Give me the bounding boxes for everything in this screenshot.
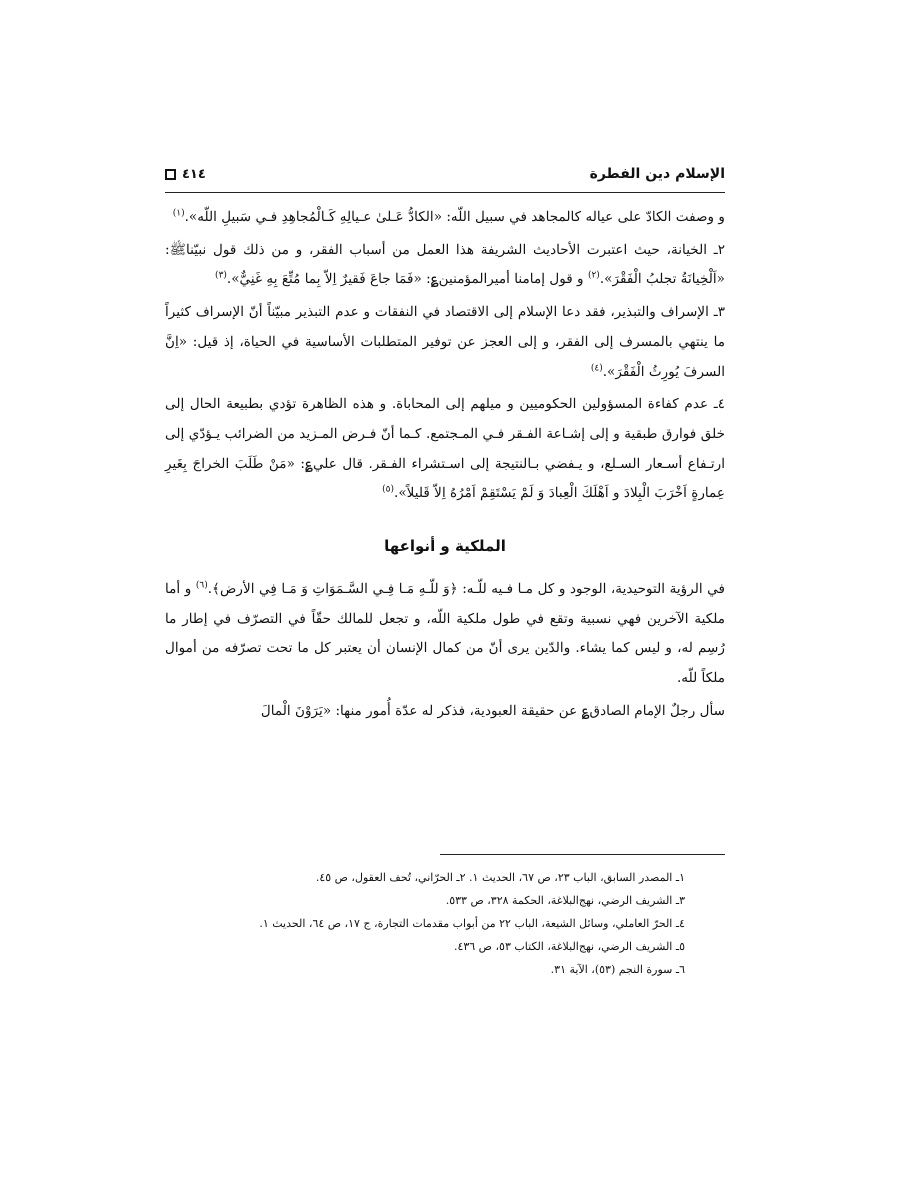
paragraph-2 [165,236,725,295]
footnote-ref-1: (١) [172,208,185,219]
paragraph-1-text: و وصفت الكادّ على عياله كالمجاهد في سبيل اللّه: «الكادُّ عَـلىٰ عـيالِهِ كَـالْمُجاهِدِ فـي سَبيلِ اللّه». [184,209,725,225]
paragraph-2-text-2: و قول إمامنا أميرالمؤمنين؏: «فَمَا جاعَ فَقيرٌ اِلاّ بِما مُتِّعَ بِهِ غَنِيٌّ». [226,271,588,288]
paragraph-5 [165,575,725,694]
paragraph-4-text: ٤ـ عدم كفاءة المسؤولين الحكوميين و ميلهم إلى المحاباة. و هذه الظاهرة تؤدي بطبيعة الحال إلى خلق فوارق طبقية و إلى إشـاعة الفـقر فـي المـجتمع. كـما أنّ فـرض المـزيد من الضرائب يـؤدّي إلى ارتـفاع أسـعار السـلع، و يـفضي بـالنتيجة إلى اسـتشراء الفـقر. قال علي؏: «مَنْ طَلَبَ الخراجَ بِغَيرِ عِمارةٍ اَخْرَبَ الْبِلادَ و اَهْلَكَ الْعِبادَ وَ لَمْ يَسْتَقِمْ اَمْرُهُ اِلاّ قَليلاً». [165,396,725,502]
page-number-block [165,167,206,182]
paragraph-1 [165,203,725,233]
footnote-line: ٣ـ الشريف الرضي، نهج‌البلاغة، الحكمة ٣٢٨، ص ٥٣٣. [445,894,685,907]
book-page [165,0,725,1200]
page-header [165,161,725,187]
footnote-ref-5: (٥) [382,484,395,495]
footnote-ref-2: (٢) [587,270,600,281]
footnote-line: ٥ـ الشريف الرضي، نهج‌البلاغة، الكتاب ٥٣، ص ٤٣٦. [453,940,685,953]
footnote-ref-4: (٤) [590,362,603,373]
paragraph-3 [165,298,725,387]
footnote-divider [440,854,725,855]
page-number: ٤١٤ [182,166,206,182]
footnotes [165,866,685,981]
paragraph-5-text: في الرؤية التوحيدية، الوجود و كل مـا فـيه للّـه: ﴿وَ للّـهِ مَـا فِـي السَّـمَوَاتِ وَ مَـا فِي الأرض﴾. [207,581,725,598]
footnote-ref-6: (٦) [195,580,208,591]
header-divider [165,192,725,193]
paragraph-2-text: ٢ـ الخيانة، حيث اعتبرت الأحاديث الشريفة هذا العمل من أسباب الفقر، و من ذلك قول نبيّناﷺ: «اَلْخِيانَةُ تجلبُ الْفَقْرَ». [165,241,725,288]
body-text [165,203,725,727]
square-icon [165,169,176,180]
paragraph-3-text: ٣ـ الإسراف والتبذير، فقد دعا الإسلام إلى الاقتصاد في النفقات و عدم التبذير مبيّناً أنّ الإسراف كثيراً ما ينتهي بالمسرف إلى الفقر، و إلى العجز عن توفير المتطلبات الأساسية في الحياة، إذ قيل: «اِنَّ السرفَ يُورِثُ الْفَقْرَ». [165,304,725,380]
paragraph-6-text: سأل رجلٌ الإمام الصادق؏ عن حقيقة العبودية، فذكر له عدّة أُمور منها: «يَرَوْنَ الْمالَ [260,702,725,719]
paragraph-6 [165,697,725,727]
footnote-line: ٤ـ الحرّ العاملي، وسائل الشيعة، الباب ٢٢ من أبواب مقدمات التجارة، ج ١٧، ص ٦٤، الحديث ١. [259,917,685,930]
paragraph-5-text-2: و أما ملكية الآخرين فهي نسبية وتقع في طول ملكية اللّه، و تجعل للمالك حقّاً في التصرّف في إطار ما رُسِم له، و ليس كما يشاء. والدّين يرى أنّ من كمال الإنسان أن يعتبر كل ما تحت تصرّفه من أموال ملكاً للّه. [165,581,725,687]
running-title: الإسلام دين الفطرة [589,166,725,182]
footnote-line: ٦ـ سورة النجم (٥٣)، الآية ٣١. [550,963,685,976]
paragraph-4 [165,390,725,509]
footnote-ref-3: (٣) [215,270,227,281]
footnote-line: ١ـ المصدر السابق، الباب ٢٣، ص ٦٧، الحديث ١. ٢ـ الحرّاني، تُحف العقول، ص ٤٥. [315,871,685,884]
section-heading: الملكية و أنواعها [384,537,506,556]
